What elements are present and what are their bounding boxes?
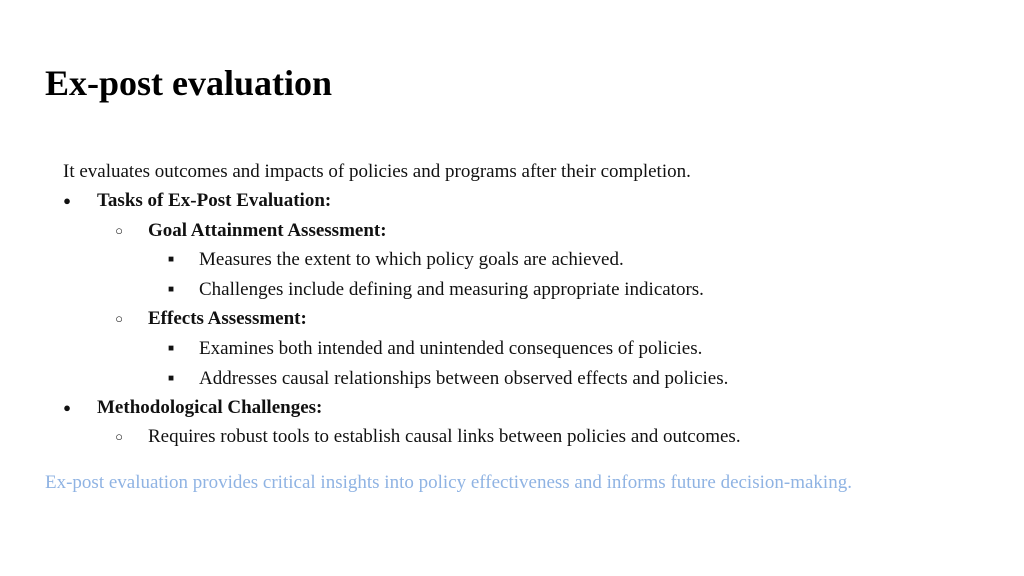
method-point-1-text: Requires robust tools to establish causal links between policies and outcomes. bbox=[148, 426, 741, 447]
bullet-dot-icon: ● bbox=[63, 193, 71, 208]
goal-point-2-text: Challenges include defining and measuring appropriate indicators. bbox=[199, 279, 704, 300]
effects-heading: Effects Assessment: bbox=[148, 308, 307, 329]
summary-text: Ex-post evaluation provides critical insights into policy effectiveness and informs future decision-making. bbox=[45, 472, 852, 493]
goal-heading: Goal Attainment Assessment: bbox=[148, 220, 387, 241]
intro-text: It evaluates outcomes and impacts of policies and programs after their completion. bbox=[63, 161, 691, 182]
bullet-square-icon: ■ bbox=[167, 343, 175, 354]
bullet-square-icon: ■ bbox=[167, 284, 175, 295]
bullet-circle-icon: ○ bbox=[115, 223, 123, 238]
bullet-dot-icon: ● bbox=[63, 400, 71, 415]
effects-point-1-text: Examines both intended and unintended consequences of policies. bbox=[199, 338, 703, 359]
bullet-square-icon: ■ bbox=[167, 254, 175, 265]
effects-point-2-text: Addresses causal relationships between observed effects and policies. bbox=[199, 368, 729, 389]
bullet-square-icon: ■ bbox=[167, 373, 175, 384]
bullet-circle-icon: ○ bbox=[115, 429, 123, 444]
method-heading: Methodological Challenges: bbox=[97, 397, 323, 418]
goal-point-1-text: Measures the extent to which policy goals are achieved. bbox=[199, 249, 624, 270]
slide-title: Ex-post evaluation bbox=[45, 63, 333, 103]
tasks-heading: Tasks of Ex-Post Evaluation: bbox=[97, 190, 332, 211]
bullet-circle-icon: ○ bbox=[115, 311, 123, 326]
